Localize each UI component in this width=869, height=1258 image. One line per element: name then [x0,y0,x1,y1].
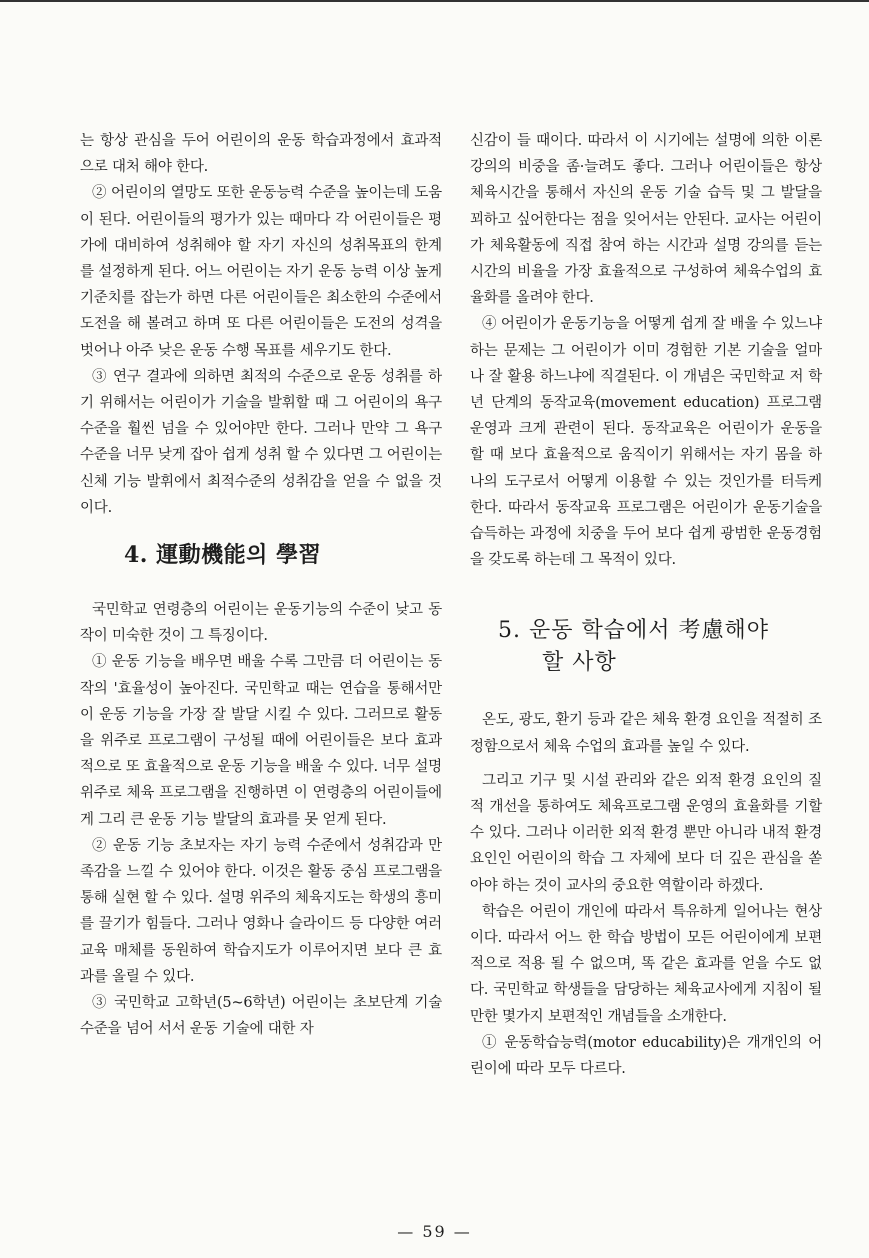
left-column [80,128,442,1043]
paragraph: ① 운동 기능을 배우면 배울 수록 그만큼 더 어린이는 동작의 '효율성이 높아진다. 국민학교 때는 연습을 통해서만이 운동 기능을 가장 잘 발달 시킬 수 있다. 그러므로 활동을 위주로 프로그램이 구성될 때에 어린이들은 보다 효과적으로 또 효율적으로 운동 기능을 배울 수 있다. 너무 설명위주로 체육 프로그램을 진행하면 이 연령층의 어린이들에게 그리 큰 운동 기능 발달의 효과를 못 얻게 된다. [80,654,442,828]
paragraph: 학습은 어린이 개인에 따라서 특유하게 일어나는 현상이다. 따라서 어느 한 학습 방법이 모든 어린이에게 보편적으로 적용 될 수 없으며, 똑 같은 효과를 얻을 수도 없다. 국민학교 학생들을 담당하는 체육교사에게 지침이 될 만한 몇가지 보편적인 개념들을 소개한다. [470,903,822,1025]
heading-line-1: 5. 운동 학습에서 考慮해야 [498,618,769,644]
section-heading-5 [498,615,822,679]
top-rule [0,0,869,2]
paragraph: ② 어린이의 열망도 또한 운동능력 수준을 높이는데 도움이 된다. 어린이들의 평가가 있는 때마다 각 어린이들은 평가에 대비하여 성취해야 할 자기 자신의 성취목표의 한계를 설정하게 된다. 어느 어린이는 자기 운동 능력 이상 높게 기준치를 잡는가 하면 다른 어린이들은 최소한의 수준에서 도전을 해 볼려고 하며 또 다른 어린이들은 도전의 성격을 벗어나 아주 낮은 운동 수행 목표를 세우기도 한다. [80,185,442,359]
section-heading-4: 4. 運動機能의 學習 [124,542,322,569]
paragraph: ③ 국민학교 고학년(5~6학년) 어린이는 초보단계 기술수준을 넘어 서서 운동 기술에 대한 자 [80,995,442,1038]
heading-line-2: 할 사항 [542,650,617,676]
right-column [470,128,822,1082]
paragraph: 온도, 광도, 환기 등과 같은 체육 환경 요인을 적절히 조정함으로서 체육 수업의 효과를 높일 수 있다. [470,712,822,755]
paragraph: ① 운동학습능력(motor educability)은 개개인의 어린이에 따라 모두 다르다. [470,1034,822,1078]
paragraph: ③ 연구 결과에 의하면 최적의 수준으로 운동 성취를 하기 위해서는 어린이가 기술을 발휘할 때 그 어린이의 욕구 수준을 훨씬 넘을 수 있어야만 한다. 그러나 만약 그 욕구 수준을 너무 낮게 잡아 쉽게 성취 할 수 있다면 그 어린이는 신체 기능 발휘에서 최적수준의 성취감을 얻을 수 없을 것이다. [80,368,442,516]
paragraph: 는 항상 관심을 두어 어린이의 운동 학습과정에서 효과적으로 대처 해야 한다. [80,133,442,176]
page-number: — 59 — [397,1222,472,1241]
paragraph: 신감이 들 때이다. 따라서 이 시기에는 설명에 의한 이론 강의의 비중을 좀·늘려도 좋다. 그러나 어린이들은 항상 체육시간을 통해서 자신의 운동 기술 습득 및 그 발달을 꾀하고 싶어한다는 점을 잊어서는 안된다. 교사는 어린이가 체육활동에 직접 참여 하는 시간과 설명 강의를 듣는 시간의 비율을 가장 효율적으로 구성하여 체육수업의 효율화를 올려야 한다. [470,133,822,307]
paragraph: ② 운동 기능 초보자는 자기 능력 수준에서 성취감과 만족감을 느낄 수 있어야 한다. 이것은 활동 중심 프로그램을 통해 실현 할 수 있다. 설명 위주의 체육지도는 학생의 흥미를 끌기가 힘들다. 그러나 영화나 슬라이드 등 다양한 여러 교육 매체를 동원하여 학습지도가 이루어지면 보다 큰 효과를 올릴 수 있다. [80,837,442,985]
paragraph: 국민학교 연령층의 어린이는 운동기능의 수준이 낮고 동작이 미숙한 것이 그 특징이다. [80,602,442,645]
paragraph: ④ 어린이가 운동기능을 어떻게 쉽게 잘 배울 수 있느냐 하는 문제는 그 어린이가 이미 경험한 기본 기술을 얼마나 잘 활용 하느냐에 직결된다. 이 개념은 국민학교 저 학년 단계의 동작교육(movement education) 프로그램 운영과 크게 관련이 된다. 동작교육은 어린이가 운동을 할 때 보다 효율적으로 움직이기 위해서는 자기 몸을 하나의 도구로서 어떻게 이용할 수 있는 것인가를 터득케 한다. 따라서 동작교육 프로그램은 어린이가 운동기술을 습득하는 과정에 치중을 두어 보다 쉽게 광범한 운동경험을 갖도록 하는데 그 목적이 있다. [470,316,822,569]
paragraph: 그리고 기구 및 시설 관리와 같은 외적 환경 요인의 질적 개선을 통하여도 체육프로그램 운영의 효율화를 기할 수 있다. 그러나 이러한 외적 환경 뿐만 아니라 내적 환경 요인인 어린이의 학습 그 자체에 보다 더 깊은 관심을 쏟아야 하는 것이 교사의 중요한 역할이라 하겠다. [470,772,822,894]
spacer [470,760,822,768]
